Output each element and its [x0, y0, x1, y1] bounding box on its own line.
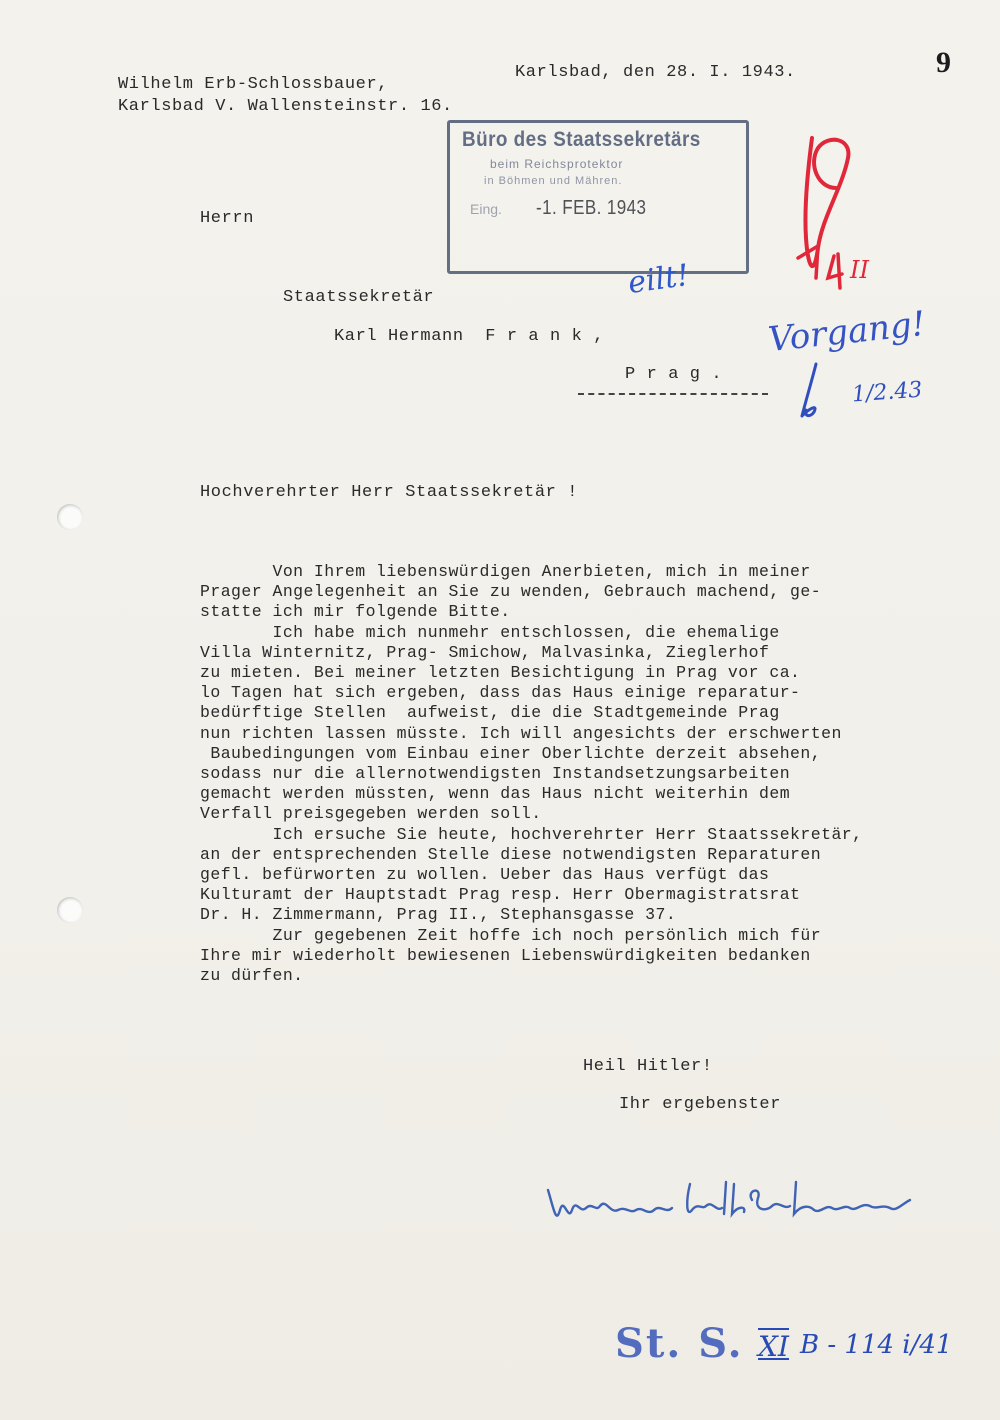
page-number: 9 — [936, 46, 952, 79]
body-line: Prager Angelegenheit an Sie zu wenden, Gebrauch machend, ge- — [200, 582, 822, 602]
stamp-prefix: Eing. — [470, 201, 502, 217]
body-line: Kulturamt der Hauptstadt Prag resp. Herr Obermagistratsrat — [200, 885, 801, 905]
stamp-line-3: in Böhmen und Mähren. — [484, 175, 623, 187]
recipient-name: Karl Hermann F r a n k , — [334, 327, 605, 346]
city-underline — [578, 393, 768, 395]
body-line: Ihre mir wiederholt bewiesenen Liebenswürdigkeiten bedanken — [200, 945, 811, 965]
body-line: Villa Winternitz, Prag- Smichow, Malvasinka, Zieglerhof — [200, 642, 770, 662]
recipient-herrn: Herrn — [200, 209, 255, 228]
body-line: bedürftige Stellen aufweist, die die Stadtgemeinde Prag — [200, 703, 780, 723]
body-line: nun richten lassen müsste. Ich will angesichts der erschwerten — [200, 723, 842, 743]
office-stamp — [447, 120, 749, 274]
dateline: Karlsbad, den 28. I. 1943. — [515, 63, 796, 82]
body-line: sodass nur die allernotwendigsten Instandsetzungsarbeiten — [200, 764, 791, 784]
body-line: zu mieten. Bei meiner letzten Besichtigung in Prag vor ca. — [200, 663, 801, 683]
body-line: Zur gegebenen Zeit hoffe ich noch persönlich mich für — [200, 925, 822, 945]
salutation: Hochverehrter Herr Staatssekretär ! — [200, 483, 579, 502]
body-line: Ich habe mich nunmehr entschlossen, die ehemalige — [200, 622, 780, 642]
stamp-date: -1. FEB. 1943 — [536, 197, 647, 219]
punch-hole — [57, 897, 83, 923]
reference-code: B - 114 i/41 — [800, 1330, 953, 1360]
body-line: Dr. H. Zimmermann, Prag II., Stephansgasse 37. — [200, 905, 677, 925]
body-line: Verfall preisgegeben werden soll. — [200, 804, 542, 824]
red-pencil-mark-icon — [778, 128, 888, 298]
body-line: Baubedingungen vom Einbau einer Oberlichte derzeit absehen, — [200, 743, 822, 763]
body-line: an der entsprechenden Stelle diese notwendigsten Reparaturen — [200, 844, 822, 864]
sender-name: Wilhelm Erb-Schlossbauer, — [118, 75, 389, 94]
closing-valediction: Ihr ergebenster — [619, 1095, 782, 1114]
body-line: gefl. befürworten zu wollen. Ueber das Haus verfügt das — [200, 865, 770, 885]
body-line: gemacht werden müssten, wenn das Haus nicht weiterhin dem — [200, 784, 791, 804]
recipient-city: P r a g . — [625, 365, 723, 384]
handwritten-date: 1/2.43 — [851, 377, 924, 408]
stamp-line-office: Büro des Staatssekretärs — [462, 128, 701, 151]
body-line: Von Ihrem liebenswürdigen Anerbieten, mich in meiner — [200, 562, 811, 581]
stamp-line-2: beim Reichsprotektor — [490, 157, 624, 171]
body-line: Ich ersuche Sie heute, hochverehrter Herr Staatssekretär, — [200, 824, 863, 844]
closing-greeting: Heil Hitler! — [583, 1057, 713, 1076]
body-line: lo Tagen hat sich ergeben, dass das Haus einige reparatur- — [200, 683, 801, 703]
reference-section: XI — [758, 1330, 789, 1363]
sender-block — [118, 74, 453, 118]
body-line: zu dürfen. — [200, 966, 304, 986]
svg-text:II: II — [850, 256, 869, 284]
reference-prefix: St. S. — [615, 1320, 744, 1367]
handwritten-vorgang: Vorgang! — [766, 303, 928, 361]
punch-hole — [57, 504, 83, 530]
body-line: statte ich mir folgende Bitte. — [200, 602, 511, 622]
letter-body — [200, 562, 863, 986]
recipient-title: Staatssekretär — [283, 288, 435, 307]
sender-address: Karlsbad V. Wallensteinstr. 16. — [118, 97, 453, 116]
blue-initial-mark-icon — [792, 360, 852, 420]
signature-icon — [540, 1170, 920, 1240]
handwritten-eilt: eilt! — [625, 257, 692, 302]
